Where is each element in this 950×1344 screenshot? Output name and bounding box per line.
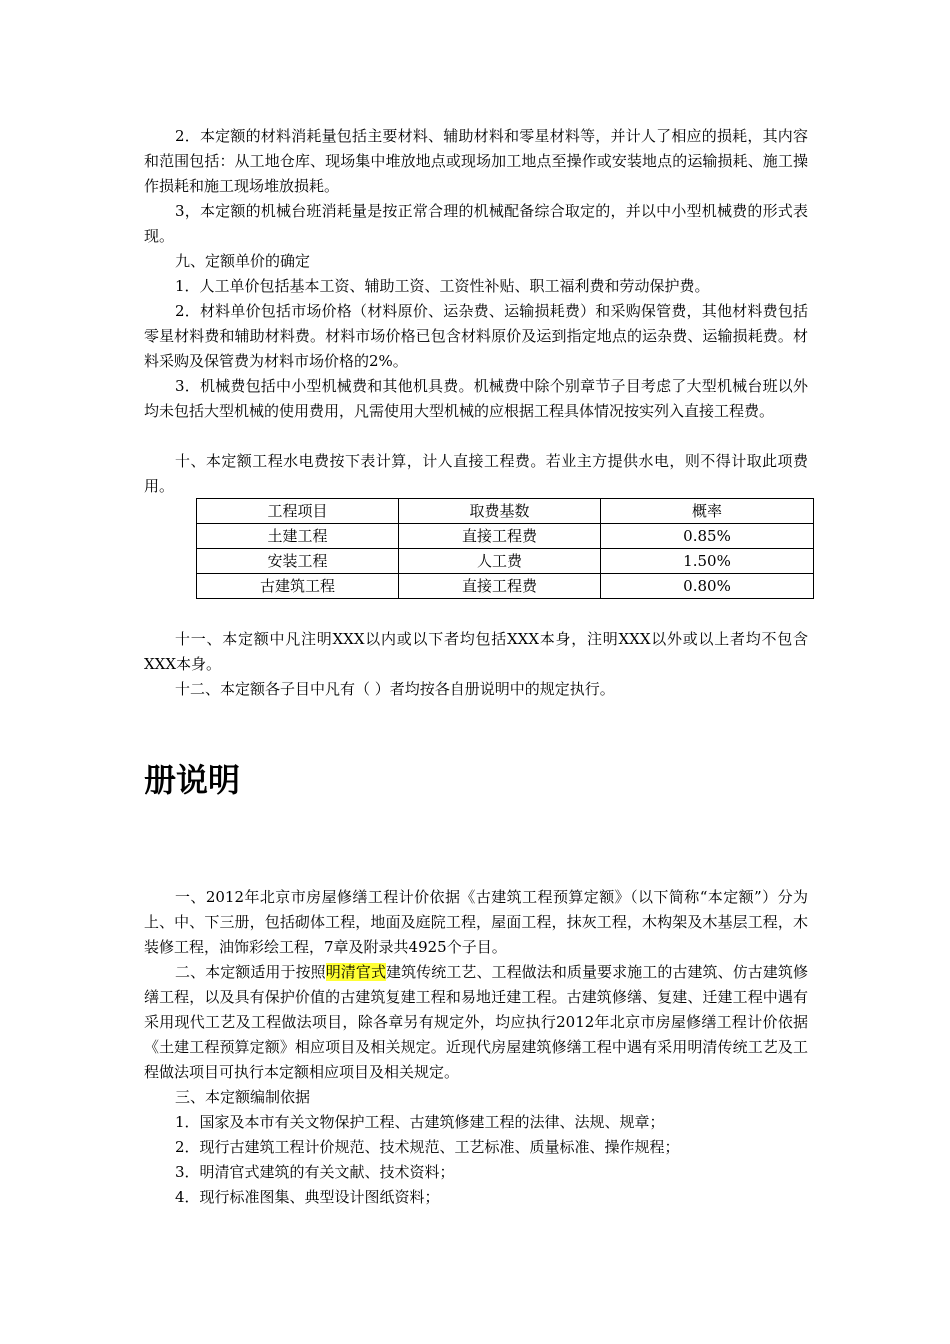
list-item: 1．国家及本市有关文物保护工程、古建筑修建工程的法律、法规、规章； (175, 1113, 665, 1131)
section-title: 册说明 (144, 761, 241, 799)
applicability-lead: 二、本定额适用于按照 (175, 963, 326, 981)
table-cell: 土建工程 (197, 524, 399, 549)
table-cell: 安装工程 (197, 549, 399, 574)
table-cell: 直接工程费 (399, 524, 601, 549)
table-header-row (197, 499, 814, 524)
table-header-cell: 工程项目 (197, 499, 399, 524)
paragraph-xxx-rule: 十一、本定额中凡注明XXX以内或以下者均包括XXX本身，注明XXX以外或以上者均不包含XXX本身。 (144, 630, 808, 673)
paragraph-material-consumption: 2．本定额的材料消耗量包括主要材料、辅助材料和零星材料等，并计人了相应的损耗，其内容和范围包括：从工地仓库、现场集中堆放地点或现场加工地点至操作或安装地点的运输损耗、施工操作损耗和施工现场堆放损耗。 (144, 127, 808, 195)
list-item: 4．现行标准图集、典型设计图纸资料； (175, 1188, 440, 1206)
fee-table (196, 498, 814, 599)
table-cell: 1.50% (601, 549, 814, 574)
table-row (197, 524, 814, 549)
list-item: 3．明清官式建筑的有关文献、技术资料； (175, 1163, 455, 1181)
table-cell: 人工费 (399, 549, 601, 574)
applicability-body: 建筑传统工艺、工程做法和质量要求施工的古建筑、仿古建筑修缮工程，以及具有保护价值的古建筑复建工程和易地迁建工程。古建筑修缮、复建、迁建工程中遇有采用现代工艺及工程做法项目，除各章另有规定外，均应执行2012年北京市房屋修缮工程计价依据《土建工程预算定额》相应项目及相关规定。近现代房屋建筑修缮工程中遇有采用明清传统工艺及工程做法项目可执行本定额相应项目及相关规定。 (144, 963, 808, 1081)
paragraph-machine-fee: 3．机械费包括中小型机械费和其他机具费。机械费中除个别章节子目考虑了大型机械台班以外均未包括大型机械的使用费用，凡需使用大型机械的应根据工程具体情况按实列入直接工程费。 (144, 377, 808, 420)
paragraph-parentheses-rule: 十二、本定额各子目中凡有（ ）者均按各自册说明中的规定执行。 (175, 680, 615, 698)
heading-basis: 三、本定额编制依据 (175, 1088, 311, 1106)
table-cell: 0.85% (601, 524, 814, 549)
table-header-cell: 概率 (601, 499, 814, 524)
paragraph-material-price: 2．材料单价包括市场价格（材料原价、运杂费、运输损耗费）和采购保管费，其他材料费包括零星材料费和辅助材料费。材料市场价格已包含材料原价及运到指定地点的运杂费、运输损耗费。材料采购及保管费为材料市场价格的2%。 (144, 302, 808, 370)
table-cell: 0.80% (601, 574, 814, 599)
table-cell: 直接工程费 (399, 574, 601, 599)
highlighted-term: 明清官式 (325, 963, 387, 981)
paragraph-applicability (144, 960, 808, 1085)
table-header-cell: 取费基数 (399, 499, 601, 524)
paragraph-labor-price: 1．人工单价包括基本工资、辅助工资、工资性补贴、职工福利费和劳动保护费。 (175, 277, 710, 295)
table-row (197, 549, 814, 574)
list-item: 2．现行古建筑工程计价规范、技术规范、工艺标准、质量标准、操作规程； (175, 1138, 680, 1156)
heading-unit-price: 九、定额单价的确定 (175, 252, 311, 270)
paragraph-water-electric: 十、本定额工程水电费按下表计算，计人直接工程费。若业主方提供水电，则不得计取此项费用。 (144, 452, 808, 495)
paragraph-volume-scope: 一、2012年北京市房屋修缮工程计价依据《古建筑工程预算定额》（以下简称“本定额”）分为上、中、下三册，包括砌体工程，地面及庭院工程，屋面工程，抹灰工程，木构架及木基层工程，木装修工程，油饰彩绘工程，7章及附录共4925个子目。 (144, 888, 808, 956)
table-row (197, 574, 814, 599)
paragraph-machine-consumption: 3，本定额的机械台班消耗量是按正常合理的机械配备综合取定的，并以中小型机械费的形式表现。 (144, 202, 808, 245)
table-cell: 古建筑工程 (197, 574, 399, 599)
